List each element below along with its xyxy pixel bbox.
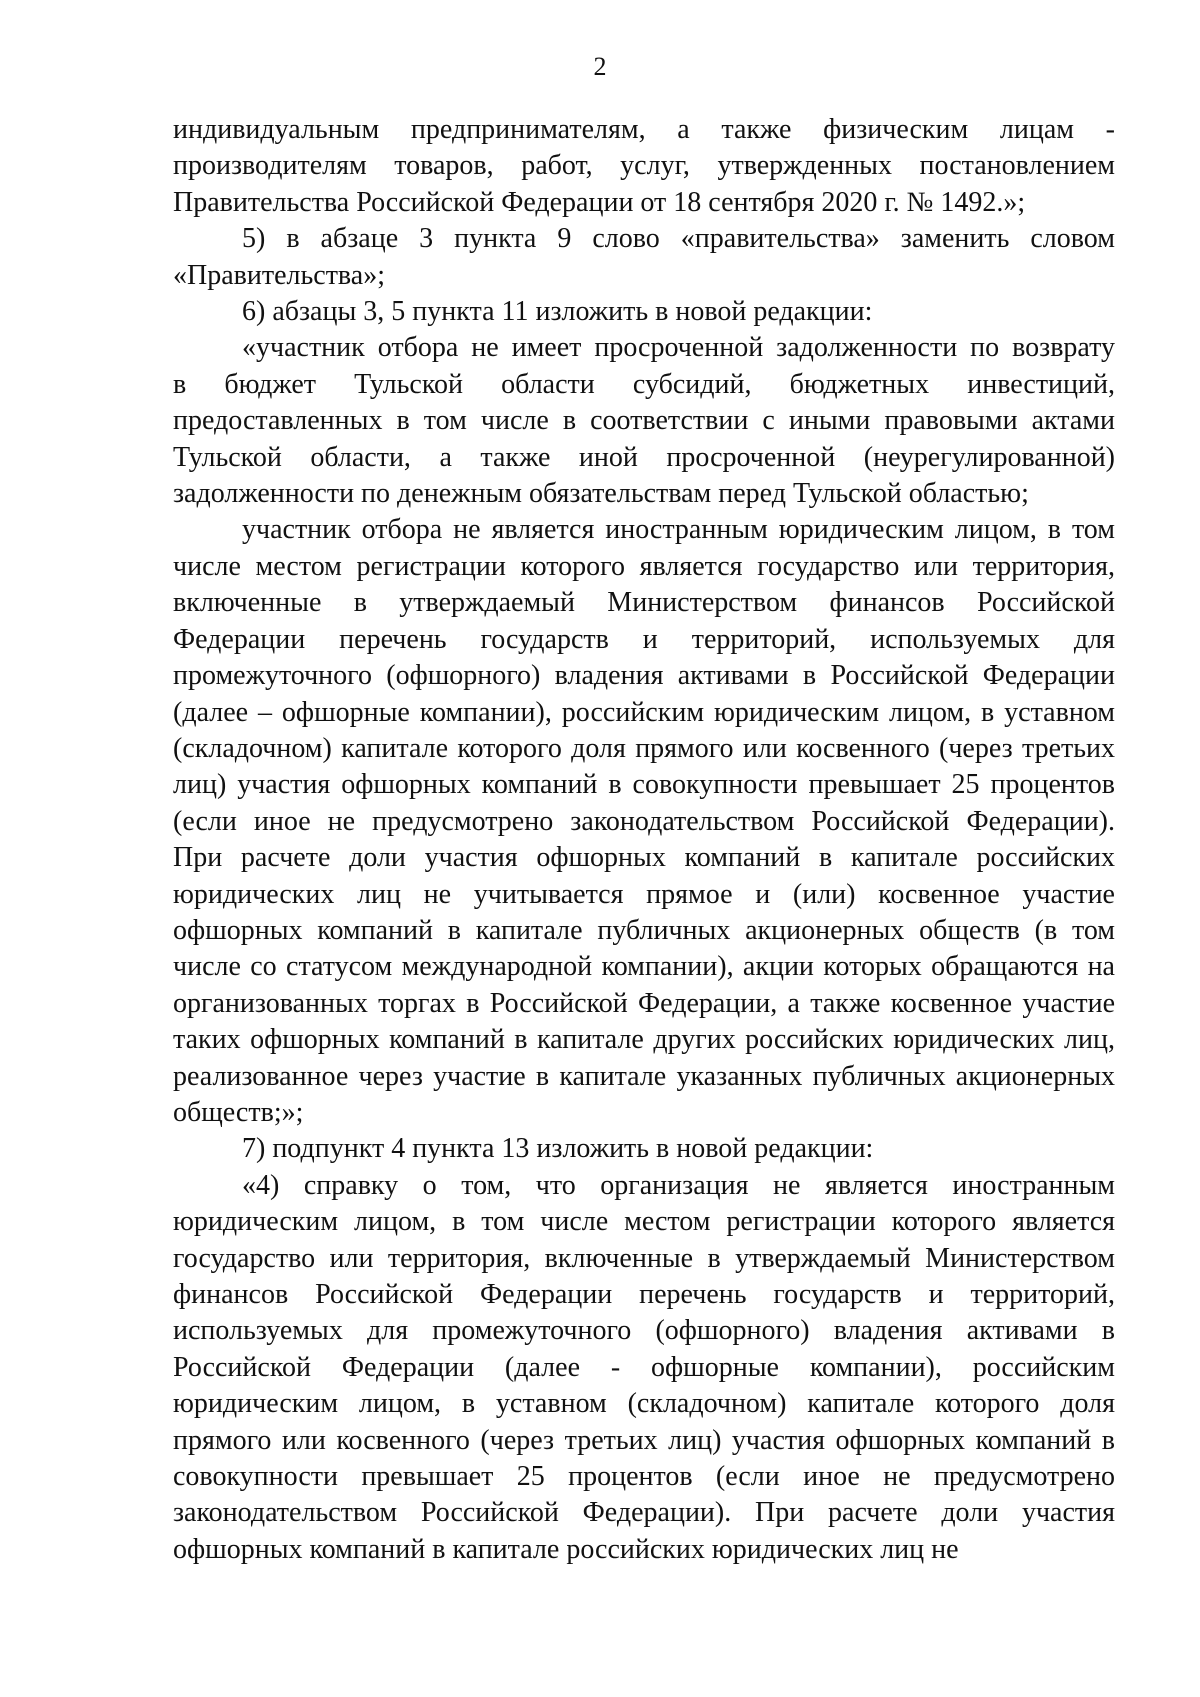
text-line: (складочном) капитале которого доля прямого или косвенного (через третьих	[173, 732, 1115, 764]
text-line: задолженности по денежным обязательствам перед Тульской областью;	[173, 478, 1029, 510]
text-line: юридическим лицом, в том числе местом регистрации которого является	[173, 1206, 1115, 1238]
text-line: Тульской области, а также иной просроченной (неурегулированной)	[173, 441, 1115, 473]
paragraph-p6	[173, 1131, 1115, 1167]
text-line: офшорных компаний в капитале публичных акционерных обществ (в том	[173, 914, 1115, 946]
text-line: числе со статусом международной компании), акции которых обращаются на	[173, 951, 1115, 983]
text-line: лиц) участия офшорных компаний в совокупности превышает 25 процентов	[173, 769, 1115, 801]
text-line: Правительства Российской Федерации от 18 сентября 2020 г. № 1492.»;	[173, 186, 1026, 218]
text-line: участник отбора не является иностранным юридическим лицом, в том	[242, 514, 1115, 546]
text-line: 7) подпункт 4 пункта 13 изложить в новой редакции:	[242, 1133, 874, 1165]
text-line: 6) абзацы 3, 5 пункта 11 изложить в новой редакции:	[242, 296, 873, 328]
text-line: предоставленных в том числе в соответствии с иными правовыми актами	[173, 405, 1115, 437]
text-line: «участник отбора не имеет просроченной задолженности по возврату	[242, 332, 1115, 364]
text-line: (если иное не предусмотрено законодательством Российской Федерации).	[173, 805, 1115, 837]
paragraph-p4	[173, 330, 1115, 512]
text-line: обществ;»;	[173, 1096, 304, 1128]
text-line: законодательством Российской Федерации). При расчете доли участия	[173, 1497, 1115, 1529]
text-line: производителям товаров, работ, услуг, утвержденных постановлением	[173, 150, 1115, 182]
text-line: финансов Российской Федерации перечень государств и территорий,	[173, 1279, 1115, 1310]
text-line: юридическим лицом, в уставном (складочном) капитале которого доля	[173, 1388, 1115, 1420]
text-line: прямого или косвенного (через третьих лиц) участия офшорных компаний в	[173, 1424, 1115, 1456]
paragraph-p3	[173, 294, 1115, 330]
text-line: «4) справку о том, что организация не является иностранным	[242, 1169, 1115, 1201]
text-line: включенные в утверждаемый Министерством финансов Российской	[173, 587, 1115, 619]
text-line: числе местом регистрации которого является государство или территория,	[173, 550, 1115, 582]
text-line: используемых для промежуточного (офшорного) владения активами в	[173, 1315, 1115, 1347]
text-line: Российской Федерации (далее - офшорные компании), российским	[173, 1351, 1115, 1383]
text-line: юридических лиц не учитывается прямое и (или) косвенное участие	[173, 878, 1115, 910]
text-line: совокупности превышает 25 процентов (если иное не предусмотрено	[173, 1461, 1115, 1493]
text-line: в бюджет Тульской области субсидий, бюджетных инвестиций,	[173, 368, 1115, 400]
text-line: 5) в абзаце 3 пункта 9 слово «правительства» заменить словом	[242, 223, 1115, 255]
paragraph-p2	[173, 221, 1115, 294]
text-line: При расчете доли участия офшорных компаний в капитале российских	[173, 842, 1115, 874]
text-line: Федерации перечень государств и территорий, используемых для	[173, 623, 1115, 655]
text-line: реализованное через участие в капитале указанных публичных акционерных	[173, 1060, 1115, 1092]
paragraph-p1	[173, 112, 1115, 221]
text-line: (далее – офшорные компании), российским юридическим лицом, в уставном	[173, 696, 1115, 728]
document-body	[173, 112, 1115, 1568]
text-line: промежуточного (офшорного) владения активами в Российской Федерации	[173, 660, 1115, 692]
text-line: офшорных компаний в капитале российских юридических лиц не	[173, 1533, 959, 1565]
text-line: таких офшорных компаний в капитале других российских юридических лиц,	[173, 1024, 1115, 1056]
paragraph-p7	[173, 1168, 1115, 1568]
paragraph-p5	[173, 512, 1115, 1131]
text-line: государство или территория, включенные в утверждаемый Министерством	[173, 1242, 1115, 1274]
text-line: организованных торгах в Российской Федерации, а также косвенное участие	[173, 987, 1115, 1019]
text-line: индивидуальным предпринимателям, а также физическим лицам -	[173, 114, 1115, 145]
page-number: 2	[593, 52, 607, 81]
text-line: «Правительства»;	[173, 259, 385, 291]
